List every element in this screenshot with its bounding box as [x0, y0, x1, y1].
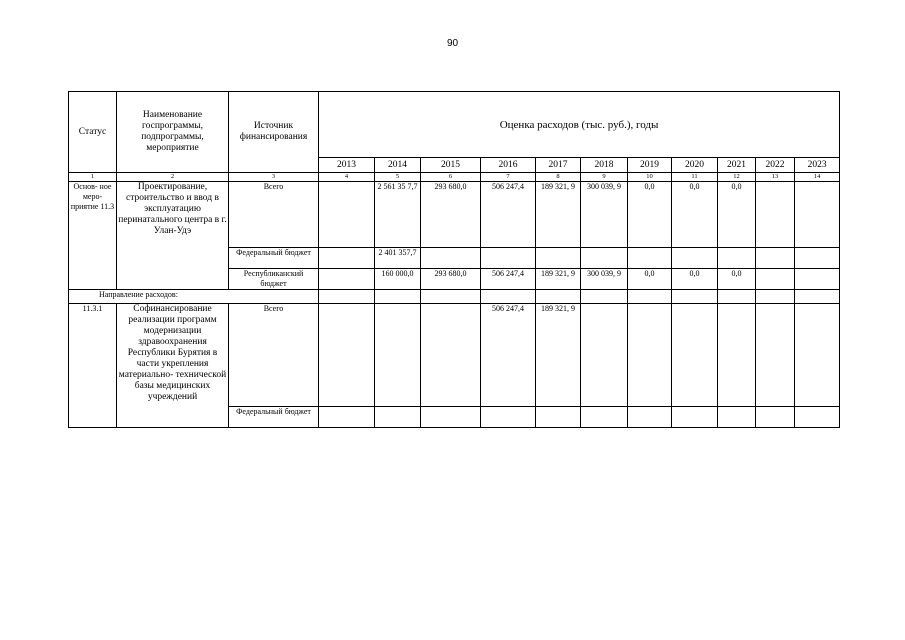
value-cell — [319, 248, 375, 269]
value-cell — [756, 304, 795, 407]
value-cell — [536, 248, 581, 269]
year-cell: 2016 — [481, 158, 536, 173]
direction-row — [69, 290, 840, 304]
row-name: Проектирование, строительство и ввод в эксплуатацию перинатального центра в г. Улан-Удэ — [117, 182, 229, 290]
value-cell — [581, 304, 628, 407]
value-cell: 2 561 35 7,7 — [375, 182, 421, 248]
value-cell — [756, 182, 795, 248]
value-cell: 0,0 — [718, 182, 756, 248]
col-number: 10 — [628, 173, 672, 182]
year-cell: 2020 — [672, 158, 718, 173]
row-source: Федеральный бюджет — [229, 407, 319, 428]
year-cell: 2023 — [795, 158, 840, 173]
value-cell — [795, 182, 840, 248]
value-cell — [481, 407, 536, 428]
value-cell — [319, 407, 375, 428]
col-number: 5 — [375, 173, 421, 182]
value-cell — [756, 407, 795, 428]
year-cell: 2018 — [581, 158, 628, 173]
col-number: 8 — [536, 173, 581, 182]
row-source: Всего — [229, 182, 319, 248]
value-cell — [481, 248, 536, 269]
value-cell — [672, 304, 718, 407]
header-estimate: Оценка расходов (тыс. руб.), годы — [319, 92, 840, 158]
value-cell: 0,0 — [628, 269, 672, 290]
value-cell — [756, 269, 795, 290]
value-cell: 300 039, 9 — [581, 182, 628, 248]
year-cell: 2019 — [628, 158, 672, 173]
value-cell: 506 247,4 — [481, 269, 536, 290]
value-cell — [536, 407, 581, 428]
value-cell — [672, 407, 718, 428]
value-cell: 0,0 — [628, 182, 672, 248]
value-cell — [672, 248, 718, 269]
value-cell: 300 039, 9 — [581, 269, 628, 290]
value-cell — [375, 304, 421, 407]
col-number: 13 — [756, 173, 795, 182]
value-cell: 293 680,0 — [421, 182, 481, 248]
col-number: 6 — [421, 173, 481, 182]
row-source: Федеральный бюджет — [229, 248, 319, 269]
header-source: Источник финансирования — [229, 92, 319, 173]
value-cell — [375, 407, 421, 428]
col-number: 14 — [795, 173, 840, 182]
direction-label: Направление расходов: — [69, 290, 319, 304]
year-cell: 2021 — [718, 158, 756, 173]
value-cell: 160 000,0 — [375, 269, 421, 290]
row-status: Основ- ное меро- приятие 11.3 — [69, 182, 117, 290]
value-cell — [756, 248, 795, 269]
value-cell — [795, 304, 840, 407]
header-status: Статус — [69, 92, 117, 173]
row-source: Всего — [229, 304, 319, 407]
row-status: 11.3.1 — [69, 304, 117, 428]
value-cell: 2 401 357,7 — [375, 248, 421, 269]
value-cell — [319, 182, 375, 248]
value-cell: 0,0 — [672, 269, 718, 290]
value-cell — [718, 304, 756, 407]
row-name: Софинансирование реализации программ модернизации здравоохранения Республики Бурятия в части укрепления материально- технической базы медицинских учреждений — [117, 304, 229, 428]
value-cell: 189 321, 9 — [536, 182, 581, 248]
value-cell — [421, 304, 481, 407]
col-number: 1 — [69, 173, 117, 182]
value-cell — [795, 248, 840, 269]
table-row — [69, 182, 840, 248]
header-name: Наименование госпрограммы, подпрограммы, мероприятие — [117, 92, 229, 173]
value-cell — [718, 248, 756, 269]
col-number: 2 — [117, 173, 229, 182]
expense-table — [68, 91, 840, 428]
year-cell: 2022 — [756, 158, 795, 173]
value-cell — [628, 304, 672, 407]
table-row — [69, 304, 840, 407]
col-number: 4 — [319, 173, 375, 182]
value-cell — [628, 248, 672, 269]
year-cell: 2017 — [536, 158, 581, 173]
row-source: Республиканский бюджет — [229, 269, 319, 290]
value-cell: 0,0 — [672, 182, 718, 248]
value-cell — [581, 407, 628, 428]
col-number: 12 — [718, 173, 756, 182]
value-cell — [718, 407, 756, 428]
value-cell — [795, 269, 840, 290]
col-number: 11 — [672, 173, 718, 182]
year-cell: 2013 — [319, 158, 375, 173]
value-cell — [421, 407, 481, 428]
value-cell — [628, 407, 672, 428]
value-cell: 293 680,0 — [421, 269, 481, 290]
value-cell — [795, 407, 840, 428]
year-cell: 2014 — [375, 158, 421, 173]
value-cell: 506 247,4 — [481, 304, 536, 407]
value-cell — [581, 248, 628, 269]
value-cell: 189 321, 9 — [536, 269, 581, 290]
year-cell: 2015 — [421, 158, 481, 173]
value-cell: 0,0 — [718, 269, 756, 290]
page-number: 90 — [446, 38, 459, 49]
value-cell — [319, 304, 375, 407]
value-cell: 189 321, 9 — [536, 304, 581, 407]
value-cell — [421, 248, 481, 269]
value-cell: 506 247,4 — [481, 182, 536, 248]
col-number: 7 — [481, 173, 536, 182]
col-number: 3 — [229, 173, 319, 182]
col-number: 9 — [581, 173, 628, 182]
value-cell — [319, 269, 375, 290]
column-number-row — [69, 173, 840, 182]
